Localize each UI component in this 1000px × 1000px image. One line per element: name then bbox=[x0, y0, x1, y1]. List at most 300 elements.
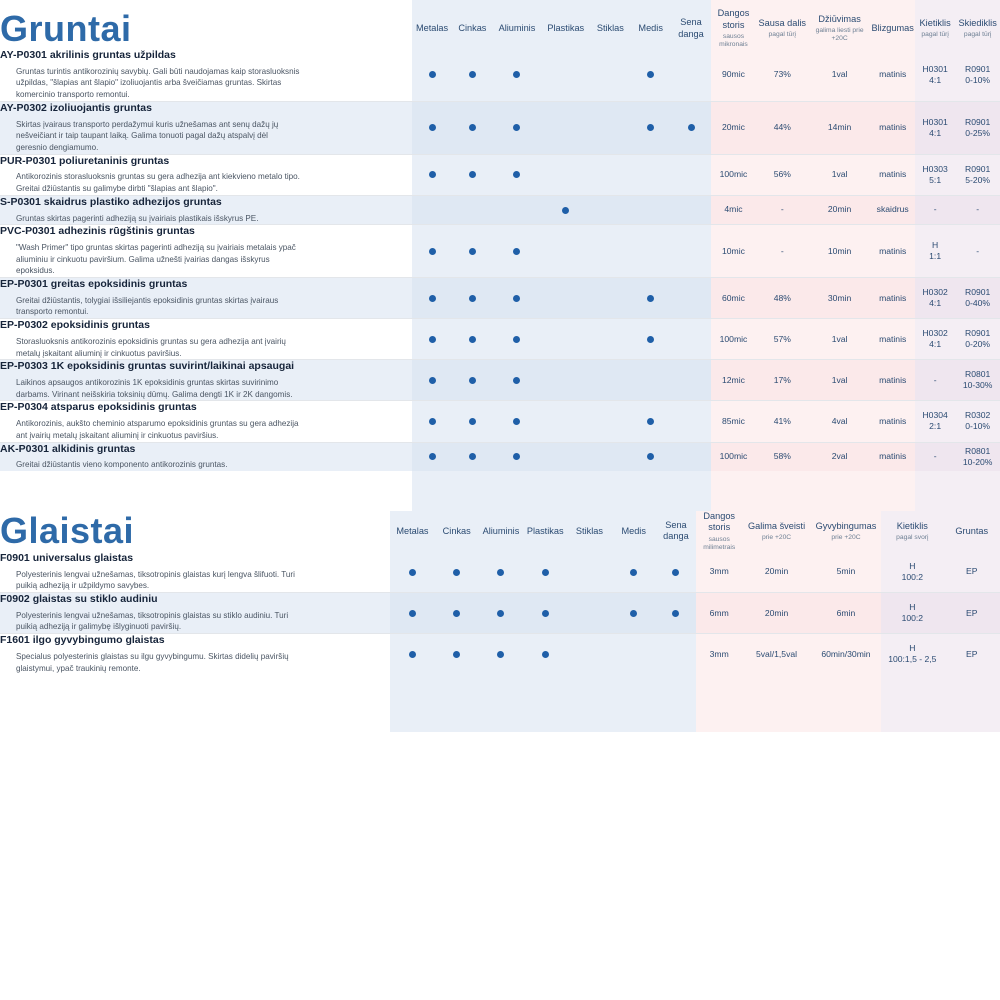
value-gloss: matinis bbox=[870, 278, 915, 319]
band-left bbox=[0, 674, 390, 732]
product-cell bbox=[0, 401, 412, 442]
dot-marker bbox=[542, 651, 549, 658]
substrate-medis bbox=[612, 593, 656, 634]
gap-lilac bbox=[915, 471, 955, 511]
column-header-kietiklis bbox=[915, 8, 955, 49]
product-description: Laikinos apsaugos antikorozinis 1K epoksidinis gruntas skirtas suvirinimo darbams. Virinant neišskiria toksinių dūmų. Galima dengti 1K ir 2K dangomis. bbox=[16, 377, 293, 399]
diluent-code: - bbox=[976, 245, 980, 256]
value-diluent bbox=[955, 401, 1000, 442]
gap-pink bbox=[809, 471, 871, 511]
substrate-cinkas bbox=[452, 319, 492, 360]
dot-marker bbox=[542, 569, 549, 576]
dot-marker bbox=[429, 248, 436, 255]
dot-marker bbox=[513, 418, 520, 425]
band-blue bbox=[541, 0, 590, 8]
band-pink bbox=[696, 674, 742, 732]
diluent-code: R0801 bbox=[964, 445, 991, 456]
diluent-code: - bbox=[976, 204, 980, 215]
substrate-aliuminis bbox=[493, 225, 542, 278]
gruntai-header-row bbox=[0, 8, 1000, 49]
value-solids: - bbox=[756, 195, 809, 224]
value-diluent bbox=[955, 278, 1000, 319]
substrate-stiklas bbox=[590, 195, 630, 224]
substrate-plastikas bbox=[523, 552, 567, 593]
value-thickness: 4mic bbox=[711, 195, 756, 224]
value-hardener bbox=[915, 319, 955, 360]
dot-marker bbox=[647, 295, 654, 302]
substrate-plastikas bbox=[541, 49, 590, 101]
band-blue bbox=[452, 0, 492, 8]
header-label: Metalas bbox=[396, 525, 429, 536]
value-thickness: 60mic bbox=[711, 278, 756, 319]
substrate-metalas bbox=[412, 49, 452, 101]
value-drying: 14min bbox=[809, 101, 871, 154]
substrate-aliuminis bbox=[479, 552, 523, 593]
substrate-metalas bbox=[412, 101, 452, 154]
substrate-cinkas bbox=[452, 101, 492, 154]
hardener-code: H0302 bbox=[922, 328, 948, 339]
substrate-stiklas bbox=[590, 49, 630, 101]
value-gloss: matinis bbox=[870, 101, 915, 154]
value-diluent bbox=[955, 319, 1000, 360]
column-header-aliuminis bbox=[493, 8, 542, 49]
product-description: Gruntas turintis antikorozinių savybių. Gali būti naudojamas kaip storasluoksnis užpildas, "šlapias ant šlapio" izoliuojantis arba šveičiamas gruntas. Skirtas komercinio transporto remontui. bbox=[16, 66, 300, 100]
value-primer: EP bbox=[944, 634, 1000, 675]
dot-marker bbox=[469, 248, 476, 255]
dot-marker bbox=[429, 453, 436, 460]
hardener-code: - bbox=[933, 451, 937, 462]
header-sublabel: prie +20C bbox=[761, 534, 792, 542]
gap-blue bbox=[671, 471, 711, 511]
value-solids: - bbox=[756, 225, 809, 278]
band-blue bbox=[412, 0, 452, 8]
gap-blue bbox=[412, 471, 452, 511]
dot-marker bbox=[513, 453, 520, 460]
product-description: Greitai džiūstantis, tolygiai išsiliejantis epoksidinis gruntas skirtas įvairaus transporto remontui. bbox=[16, 295, 279, 317]
substrate-aliuminis bbox=[493, 401, 542, 442]
column-header-stiklas bbox=[567, 511, 611, 552]
substrate-cinkas bbox=[452, 195, 492, 224]
dot-marker bbox=[429, 295, 436, 302]
dot-marker bbox=[409, 610, 416, 617]
diluent-code: R0801 bbox=[964, 369, 991, 380]
diluent-ratio: 10-20% bbox=[962, 456, 993, 467]
value-hardener bbox=[881, 593, 943, 634]
band-blue bbox=[390, 674, 434, 732]
substrate-aliuminis bbox=[493, 278, 542, 319]
value-thickness: 12mic bbox=[711, 360, 756, 401]
header-label: Medis bbox=[621, 525, 646, 536]
value-solids: 44% bbox=[756, 101, 809, 154]
substrate-cinkas bbox=[452, 442, 492, 471]
dot-marker bbox=[513, 295, 520, 302]
hardener-code: H bbox=[909, 560, 916, 571]
value-sanding: 5val/1,5val bbox=[742, 634, 810, 675]
dot-marker bbox=[453, 610, 460, 617]
value-thickness: 3mm bbox=[696, 552, 742, 593]
value-gloss: matinis bbox=[870, 401, 915, 442]
gap-pink bbox=[870, 471, 915, 511]
column-header-sena-danga bbox=[671, 8, 711, 49]
substrate-medis bbox=[631, 195, 671, 224]
substrate-stiklas bbox=[590, 401, 630, 442]
hardener-ratio: 2:1 bbox=[929, 421, 942, 432]
substrate-aliuminis bbox=[493, 195, 542, 224]
band-pink bbox=[711, 0, 756, 8]
value-drying: 30min bbox=[809, 278, 871, 319]
table-row bbox=[0, 401, 1000, 442]
dot-marker bbox=[672, 610, 679, 617]
product-cell bbox=[0, 225, 412, 278]
substrate-cinkas bbox=[435, 552, 479, 593]
hardener-code: H0304 bbox=[922, 410, 948, 421]
value-hardener bbox=[915, 278, 955, 319]
column-header-stiklas bbox=[590, 8, 630, 49]
header-label: Sausa dalis bbox=[758, 17, 807, 28]
product-description: Skirtas įvairaus transporto perdažymui kuris užnešamas ant senų dažų jų nešveičiant ir taip taupant laiką. Galima tonuoti pagal dažų atspalvį dėl geresnio dengiamumo. bbox=[16, 119, 279, 153]
substrate-stiklas bbox=[590, 278, 630, 319]
gap-blue bbox=[493, 471, 542, 511]
diluent-code: R0302 bbox=[964, 410, 991, 421]
header-label: Cinkas bbox=[458, 22, 487, 33]
header-label: Aliuminis bbox=[482, 525, 520, 536]
table-row bbox=[0, 154, 1000, 195]
substrate-medis bbox=[612, 552, 656, 593]
dot-marker bbox=[647, 336, 654, 343]
dot-marker bbox=[513, 71, 520, 78]
substrate-metalas bbox=[412, 225, 452, 278]
diluent-ratio: 0-25% bbox=[965, 127, 991, 138]
dot-marker bbox=[429, 124, 436, 131]
gap-blue bbox=[590, 471, 630, 511]
dot-marker bbox=[469, 336, 476, 343]
header-sublabel: pagal tūrį bbox=[963, 31, 992, 39]
value-primer: EP bbox=[944, 593, 1000, 634]
value-gloss: matinis bbox=[870, 154, 915, 195]
top-band-row bbox=[0, 0, 1000, 8]
band-lilac bbox=[955, 0, 1000, 8]
substrate-cinkas bbox=[435, 593, 479, 634]
band-blue bbox=[631, 0, 671, 8]
value-diluent bbox=[955, 225, 1000, 278]
substrate-medis bbox=[631, 101, 671, 154]
value-drying: 2val bbox=[809, 442, 871, 471]
product-name: EP-P0303 1K epoksidinis gruntas suvirint/laikinai apsaugai bbox=[0, 360, 295, 373]
substrate-plastikas bbox=[541, 101, 590, 154]
value-hardener bbox=[915, 154, 955, 195]
glaistai-header-row bbox=[0, 511, 1000, 552]
substrate-sena-danga bbox=[656, 634, 696, 675]
table-row bbox=[0, 225, 1000, 278]
hardener-ratio: 100:2 bbox=[901, 572, 924, 582]
header-label: Blizgumas bbox=[871, 22, 914, 33]
substrate-medis bbox=[631, 319, 671, 360]
dot-marker bbox=[429, 171, 436, 178]
substrate-cinkas bbox=[452, 225, 492, 278]
hardener-ratio: 4:1 bbox=[929, 74, 942, 85]
dot-marker bbox=[513, 171, 520, 178]
column-header-plastikas bbox=[541, 8, 590, 49]
substrate-metalas bbox=[412, 360, 452, 401]
gap-pink bbox=[711, 471, 756, 511]
substrate-metalas bbox=[390, 593, 434, 634]
diluent-ratio: 10-30% bbox=[962, 380, 993, 391]
substrate-sena-danga bbox=[671, 360, 711, 401]
header-label: Plastikas bbox=[526, 525, 564, 536]
substrate-cinkas bbox=[452, 401, 492, 442]
product-cell bbox=[0, 319, 412, 360]
substrate-metalas bbox=[390, 552, 434, 593]
value-drying: 20min bbox=[809, 195, 871, 224]
substrate-sena-danga bbox=[671, 195, 711, 224]
product-cell bbox=[0, 593, 390, 634]
gap-lilac bbox=[955, 471, 1000, 511]
value-hardener bbox=[881, 634, 943, 675]
header-label: Skiediklis bbox=[958, 17, 997, 28]
header-label: Cinkas bbox=[442, 525, 471, 536]
table-row bbox=[0, 552, 1000, 593]
header-label: Džiūvimas bbox=[818, 13, 861, 24]
substrate-medis bbox=[631, 154, 671, 195]
product-cell bbox=[0, 634, 390, 675]
value-sanding: 20min bbox=[742, 552, 810, 593]
column-header-metalas bbox=[390, 511, 434, 552]
header-label: Metalas bbox=[415, 22, 449, 33]
dot-marker bbox=[409, 651, 416, 658]
substrate-stiklas bbox=[590, 154, 630, 195]
value-diluent bbox=[955, 49, 1000, 101]
column-header-dangos-storis bbox=[711, 8, 756, 49]
value-solids: 73% bbox=[756, 49, 809, 101]
substrate-stiklas bbox=[567, 634, 611, 675]
value-solids: 17% bbox=[756, 360, 809, 401]
table-row bbox=[0, 195, 1000, 224]
substrate-aliuminis bbox=[493, 49, 542, 101]
header-label: Sena danga bbox=[678, 17, 704, 39]
substrate-plastikas bbox=[541, 195, 590, 224]
column-header-plastikas bbox=[523, 511, 567, 552]
header-sublabel: sausos milimetrais bbox=[703, 535, 736, 551]
header-label: Gyvybingumas bbox=[815, 520, 877, 531]
value-diluent bbox=[955, 442, 1000, 471]
value-gloss: matinis bbox=[870, 49, 915, 101]
value-diluent bbox=[955, 101, 1000, 154]
gap-left bbox=[0, 471, 412, 511]
substrate-stiklas bbox=[590, 225, 630, 278]
value-hardener bbox=[915, 101, 955, 154]
table-row bbox=[0, 101, 1000, 154]
value-drying: 1val bbox=[809, 154, 871, 195]
product-cell bbox=[0, 154, 412, 195]
substrate-cinkas bbox=[452, 360, 492, 401]
value-gloss: matinis bbox=[870, 442, 915, 471]
substrate-sena-danga bbox=[656, 593, 696, 634]
value-hardener bbox=[915, 49, 955, 101]
dot-marker bbox=[647, 124, 654, 131]
header-label: Sena danga bbox=[663, 519, 689, 542]
column-header-skiediklis bbox=[955, 8, 1000, 49]
value-thickness: 3mm bbox=[696, 634, 742, 675]
dot-marker bbox=[688, 124, 695, 131]
value-hardener bbox=[915, 225, 955, 278]
page-title: Gruntai bbox=[0, 7, 132, 49]
product-cell bbox=[0, 552, 390, 593]
dot-marker bbox=[429, 377, 436, 384]
substrate-cinkas bbox=[452, 49, 492, 101]
table-row bbox=[0, 634, 1000, 675]
hardener-ratio: 4:1 bbox=[929, 339, 942, 350]
column-header-gyvybingumas bbox=[811, 511, 881, 552]
value-hardener bbox=[915, 401, 955, 442]
dot-marker bbox=[497, 651, 504, 658]
dot-marker bbox=[513, 377, 520, 384]
dot-marker bbox=[469, 295, 476, 302]
value-hardener bbox=[915, 195, 955, 224]
column-header-galima-sveisti bbox=[742, 511, 810, 552]
substrate-aliuminis bbox=[493, 360, 542, 401]
dot-marker bbox=[469, 124, 476, 131]
value-hardener bbox=[915, 360, 955, 401]
header-label: Kietiklis bbox=[896, 520, 928, 531]
substrate-plastikas bbox=[523, 593, 567, 634]
header-sublabel: prie +20C bbox=[831, 534, 861, 542]
header-label: Dangos storis bbox=[703, 510, 736, 533]
product-description: Polyesterinis lengvai užnešamas, tiksotropinis glaistas su stiklo audiniu. Turi puikią adheziją ir galimybę išlyginuoti paviršių. bbox=[16, 610, 289, 632]
value-potlife: 60min/30min bbox=[811, 634, 881, 675]
value-sanding: 20min bbox=[742, 593, 810, 634]
dot-marker bbox=[513, 336, 520, 343]
header-label: Stiklas bbox=[596, 22, 624, 33]
substrate-stiklas bbox=[590, 360, 630, 401]
column-header-dangos-storis bbox=[696, 511, 742, 552]
value-gloss: matinis bbox=[870, 225, 915, 278]
substrate-metalas bbox=[412, 442, 452, 471]
value-diluent bbox=[955, 154, 1000, 195]
header-sublabel: pagal tūrį bbox=[921, 31, 949, 39]
substrate-plastikas bbox=[541, 319, 590, 360]
dot-marker bbox=[497, 569, 504, 576]
band-blue bbox=[493, 0, 542, 8]
band-lilac bbox=[881, 674, 943, 732]
product-name: EP-P0304 atsparus epoksidinis gruntas bbox=[0, 401, 197, 414]
value-thickness: 100mic bbox=[711, 442, 756, 471]
gap-blue bbox=[541, 471, 590, 511]
product-description: Greitai džiūstantis vieno komponento antikorozinis gruntas. bbox=[16, 460, 228, 470]
band-lilac bbox=[915, 0, 955, 8]
gap-pink bbox=[756, 471, 809, 511]
hardener-ratio: 4:1 bbox=[929, 127, 942, 138]
substrate-metalas bbox=[412, 401, 452, 442]
substrate-medis bbox=[631, 49, 671, 101]
product-description: "Wash Primer" tipo gruntas skirtas pagerinti adheziją su įvairiais metalais ypač aliuminiu ir cinkuotu paviršium. Galima užnešti įvairias dangas išskyrus epoksidus. bbox=[16, 242, 296, 276]
column-header-sena-danga bbox=[656, 511, 696, 552]
product-cell bbox=[0, 101, 412, 154]
band-pink bbox=[811, 674, 881, 732]
table-row bbox=[0, 278, 1000, 319]
value-thickness: 6mm bbox=[696, 593, 742, 634]
substrate-aliuminis bbox=[479, 593, 523, 634]
dot-marker bbox=[469, 171, 476, 178]
substrate-stiklas bbox=[590, 442, 630, 471]
dot-marker bbox=[542, 610, 549, 617]
product-name: S-P0301 skaidrus plastiko adhezijos gruntas bbox=[0, 195, 222, 208]
dot-marker bbox=[429, 71, 436, 78]
hardener-code: - bbox=[933, 204, 937, 215]
value-solids: 57% bbox=[756, 319, 809, 360]
hardener-code: H0301 bbox=[922, 63, 948, 74]
band-blue bbox=[656, 674, 696, 732]
column-header-kietiklis bbox=[881, 511, 943, 552]
substrate-aliuminis bbox=[479, 634, 523, 675]
band-pink bbox=[809, 0, 871, 8]
product-name: PVC-P0301 adhezinis rūgštinis gruntas bbox=[0, 225, 195, 238]
table-row bbox=[0, 442, 1000, 471]
dot-marker bbox=[630, 569, 637, 576]
diluent-ratio: 0-10% bbox=[965, 74, 991, 85]
diluent-code: R0901 bbox=[964, 286, 991, 297]
value-thickness: 100mic bbox=[711, 154, 756, 195]
value-drying: 1val bbox=[809, 360, 871, 401]
value-potlife: 6min bbox=[811, 593, 881, 634]
substrate-medis bbox=[612, 634, 656, 675]
header-label: Aliuminis bbox=[498, 22, 536, 33]
column-header-medis bbox=[612, 511, 656, 552]
dot-marker bbox=[513, 124, 520, 131]
product-description: Gruntas skirtas pagerinti adheziją su įvairiais plastikais išskyrus PE. bbox=[16, 213, 259, 223]
product-name: AY-P0301 akrilinis gruntas užpildas bbox=[0, 49, 176, 62]
substrate-medis bbox=[631, 360, 671, 401]
hardener-code: - bbox=[933, 374, 937, 385]
column-header-blizgumas bbox=[870, 8, 915, 49]
header-label: Stiklas bbox=[575, 525, 603, 536]
header-sublabel: galima liesti prie +20C bbox=[815, 27, 864, 43]
value-gloss: skaidrus bbox=[870, 195, 915, 224]
substrate-metalas bbox=[412, 278, 452, 319]
product-name: AY-P0302 izoliuojantis gruntas bbox=[0, 101, 152, 114]
substrate-sena-danga bbox=[671, 154, 711, 195]
value-potlife: 5min bbox=[811, 552, 881, 593]
section-title: Glaistai bbox=[0, 510, 135, 552]
glaistai-title-cell bbox=[0, 511, 390, 552]
diluent-ratio: 0-10% bbox=[965, 421, 991, 432]
dot-marker bbox=[469, 453, 476, 460]
value-hardener bbox=[915, 442, 955, 471]
column-header-metalas bbox=[412, 8, 452, 49]
dot-marker bbox=[453, 569, 460, 576]
hardener-code: H0303 bbox=[922, 163, 948, 174]
product-description: Specialus polyesterinis glaistas su ilgu gyvybingumu. Skirtas didelių paviršių glaistymui, ypač traukinių remonte. bbox=[16, 651, 289, 673]
column-header-cinkas bbox=[452, 8, 492, 49]
product-cell bbox=[0, 360, 412, 401]
band-left bbox=[0, 0, 412, 8]
dot-marker bbox=[630, 610, 637, 617]
hardener-code: H0302 bbox=[922, 286, 948, 297]
value-solids: 41% bbox=[756, 401, 809, 442]
table-row bbox=[0, 49, 1000, 101]
band-blue bbox=[567, 674, 611, 732]
product-description: Polyesterinis lengvai užnešamas, tiksotropinis glaistas kurį lengva šlifuoti. Turi puikią adheziją ir užpildymo savybes. bbox=[16, 569, 295, 591]
substrate-cinkas bbox=[452, 154, 492, 195]
substrate-medis bbox=[631, 225, 671, 278]
dot-marker bbox=[513, 248, 520, 255]
hardener-code: H bbox=[909, 601, 916, 612]
value-diluent bbox=[955, 360, 1000, 401]
substrate-plastikas bbox=[541, 278, 590, 319]
hardener-ratio: 100:2 bbox=[901, 613, 924, 624]
product-description: Antikorozinis storasluoksnis gruntas su gera adhezija ant kiekvieno metalo tipo. Greitai džiūstantis su galimybe dirbti "šlapias ant šlapio". bbox=[16, 172, 300, 194]
value-thickness: 100mic bbox=[711, 319, 756, 360]
table-row bbox=[0, 319, 1000, 360]
